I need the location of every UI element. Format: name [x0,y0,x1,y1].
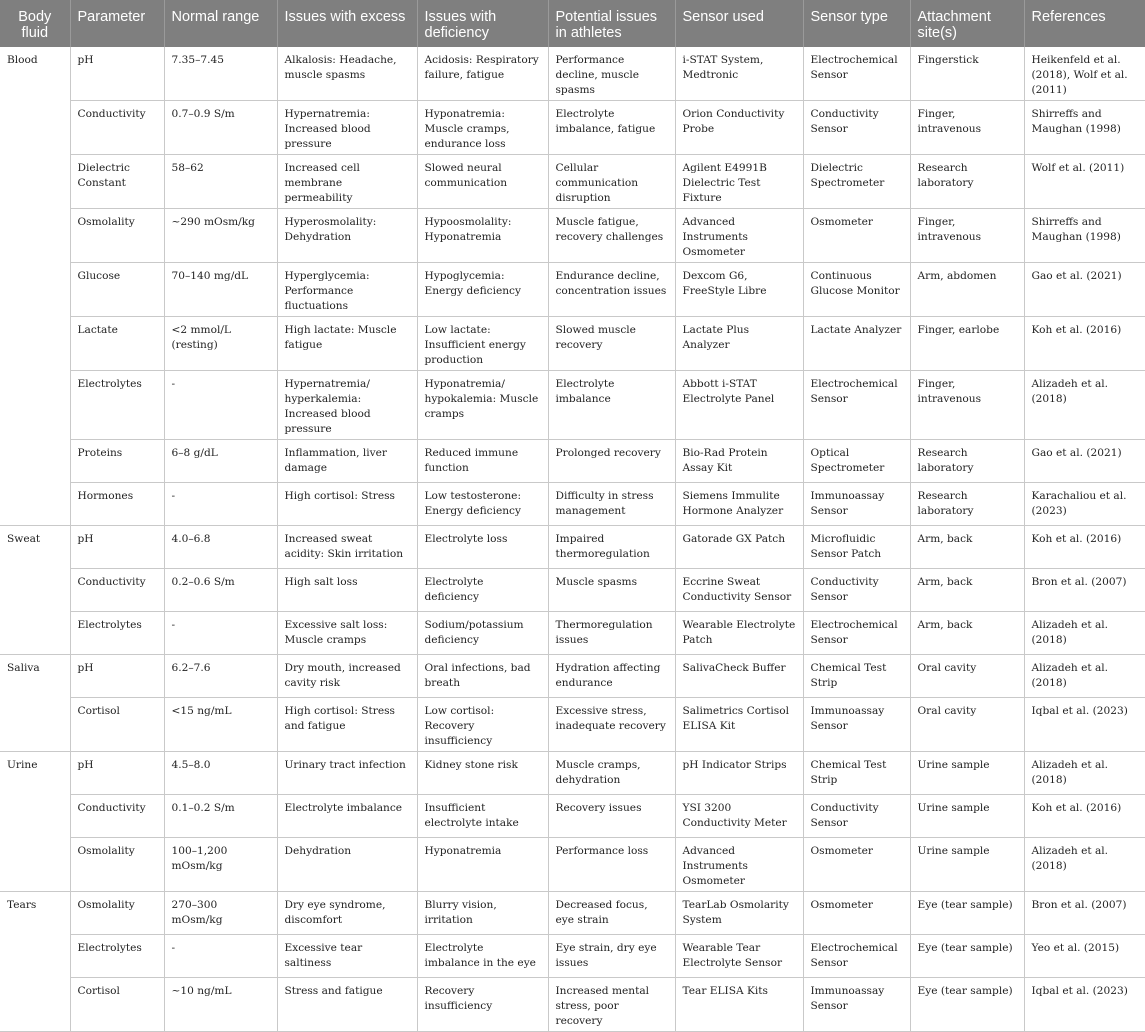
attachment-site-cell: Urine sample [910,752,1024,795]
normal-range-cell: 270–300 mOsm/kg [164,892,277,935]
reference-cell: Alizadeh et al. (2018) [1024,655,1145,698]
potential-issues-cell: Performance loss [548,838,675,892]
issues-deficiency-cell: Hyponatremia: Muscle cramps, endurance loss [417,101,548,155]
sensor-type-cell: Electrochemical Sensor [803,612,910,655]
header-sensor-type: Sensor type [803,0,910,47]
issues-deficiency-cell: Low cortisol: Recovery insufficiency [417,698,548,752]
table-header-row [0,0,1145,47]
attachment-site-cell: Finger, earlobe [910,317,1024,371]
attachment-site-cell: Finger, intravenous [910,209,1024,263]
normal-range-cell: - [164,612,277,655]
sensor-type-cell: Lactate Analyzer [803,317,910,371]
parameter-cell: Osmolality [70,892,164,935]
issues-excess-cell: Inflammation, liver damage [277,440,417,483]
issues-excess-cell: Alkalosis: Headache, muscle spasms [277,47,417,101]
potential-issues-cell: Difficulty in stress management [548,483,675,526]
sensor-used-cell: Advanced Instruments Osmometer [675,209,803,263]
attachment-site-cell: Oral cavity [910,655,1024,698]
normal-range-cell: 0.2–0.6 S/m [164,569,277,612]
sensor-used-cell: Bio-Rad Protein Assay Kit [675,440,803,483]
parameter-cell: pH [70,47,164,101]
sensor-type-cell: Immunoassay Sensor [803,483,910,526]
attachment-site-cell: Research laboratory [910,440,1024,483]
sensor-used-cell: Dexcom G6, FreeStyle Libre [675,263,803,317]
reference-cell: Koh et al. (2016) [1024,526,1145,569]
sensor-used-cell: TearLab Osmolarity System [675,892,803,935]
issues-deficiency-cell: Hyponatremia/ hypokalemia: Muscle cramps [417,371,548,440]
normal-range-cell: - [164,371,277,440]
table-row [0,209,1145,263]
attachment-site-cell: Eye (tear sample) [910,978,1024,1032]
parameter-cell: Cortisol [70,698,164,752]
issues-excess-cell: Hypernatremia: Increased blood pressure [277,101,417,155]
header-normal-range: Normal range [164,0,277,47]
reference-cell: Gao et al. (2021) [1024,263,1145,317]
normal-range-cell: 100–1,200 mOsm/kg [164,838,277,892]
header-issues-excess: Issues with excess [277,0,417,47]
sensor-used-cell: YSI 3200 Conductivity Meter [675,795,803,838]
issues-deficiency-cell: Low testosterone: Energy deficiency [417,483,548,526]
reference-cell: Shirreffs and Maughan (1998) [1024,209,1145,263]
normal-range-cell: 0.1–0.2 S/m [164,795,277,838]
normal-range-cell: <15 ng/mL [164,698,277,752]
attachment-site-cell: Oral cavity [910,698,1024,752]
attachment-site-cell: Arm, back [910,569,1024,612]
table-row [0,838,1145,892]
sensor-type-cell: Osmometer [803,838,910,892]
sensor-type-cell: Conductivity Sensor [803,569,910,612]
normal-range-cell: 70–140 mg/dL [164,263,277,317]
potential-issues-cell: Impaired thermoregulation [548,526,675,569]
issues-deficiency-cell: Low lactate: Insufficient energy production [417,317,548,371]
issues-deficiency-cell: Slowed neural communication [417,155,548,209]
sensor-type-cell: Optical Spectrometer [803,440,910,483]
issues-deficiency-cell: Hyponatremia [417,838,548,892]
issues-excess-cell: Increased cell membrane permeability [277,155,417,209]
issues-deficiency-cell: Insufficient electrolyte intake [417,795,548,838]
sensor-type-cell: Conductivity Sensor [803,101,910,155]
body-fluid-cell: Urine [0,752,70,892]
header-issues-deficiency: Issues with deficiency [417,0,548,47]
attachment-site-cell: Finger, intravenous [910,371,1024,440]
potential-issues-cell: Endurance decline, concentration issues [548,263,675,317]
parameter-cell: Dielectric Constant [70,155,164,209]
issues-excess-cell: Hyperglycemia: Performance fluctuations [277,263,417,317]
parameter-cell: Osmolality [70,209,164,263]
issues-deficiency-cell: Electrolyte deficiency [417,569,548,612]
table-row [0,752,1145,795]
header-attachment-site: Attachment site(s) [910,0,1024,47]
normal-range-cell: 6–8 g/dL [164,440,277,483]
potential-issues-cell: Decreased focus, eye strain [548,892,675,935]
table-row [0,795,1145,838]
issues-excess-cell: Electrolyte imbalance [277,795,417,838]
sensor-type-cell: Continuous Glucose Monitor [803,263,910,317]
attachment-site-cell: Research laboratory [910,155,1024,209]
reference-cell: Bron et al. (2007) [1024,892,1145,935]
reference-cell: Alizadeh et al. (2018) [1024,752,1145,795]
sensor-type-cell: Electrochemical Sensor [803,371,910,440]
table-row [0,569,1145,612]
issues-excess-cell: High cortisol: Stress [277,483,417,526]
reference-cell: Koh et al. (2016) [1024,795,1145,838]
reference-cell: Iqbal et al. (2023) [1024,978,1145,1032]
reference-cell: Alizadeh et al. (2018) [1024,838,1145,892]
sensor-used-cell: Siemens Immulite Hormone Analyzer [675,483,803,526]
sensor-type-cell: Dielectric Spectrometer [803,155,910,209]
issues-deficiency-cell: Kidney stone risk [417,752,548,795]
sensor-used-cell: Orion Conductivity Probe [675,101,803,155]
parameter-cell: Electrolytes [70,935,164,978]
sensor-type-cell: Osmometer [803,209,910,263]
normal-range-cell: - [164,483,277,526]
issues-deficiency-cell: Blurry vision, irritation [417,892,548,935]
issues-deficiency-cell: Sodium/potassium deficiency [417,612,548,655]
parameter-cell: Hormones [70,483,164,526]
table-row [0,317,1145,371]
parameter-cell: pH [70,526,164,569]
parameter-cell: Osmolality [70,838,164,892]
issues-excess-cell: High lactate: Muscle fatigue [277,317,417,371]
table-row [0,47,1145,101]
sensor-type-cell: Conductivity Sensor [803,795,910,838]
reference-cell: Wolf et al. (2011) [1024,155,1145,209]
attachment-site-cell: Arm, back [910,526,1024,569]
normal-range-cell: ~290 mOsm/kg [164,209,277,263]
table-row [0,483,1145,526]
potential-issues-cell: Cellular communication disruption [548,155,675,209]
reference-cell: Alizadeh et al. (2018) [1024,612,1145,655]
table-body [0,47,1145,1032]
potential-issues-cell: Muscle fatigue, recovery challenges [548,209,675,263]
sensor-used-cell: Wearable Electrolyte Patch [675,612,803,655]
sensor-type-cell: Electrochemical Sensor [803,935,910,978]
sensor-used-cell: SalivaCheck Buffer [675,655,803,698]
attachment-site-cell: Arm, back [910,612,1024,655]
table-row [0,978,1145,1032]
issues-deficiency-cell: Reduced immune function [417,440,548,483]
table-row [0,371,1145,440]
table-row [0,612,1145,655]
body-fluid-cell: Tears [0,892,70,1032]
sensor-used-cell: Tear ELISA Kits [675,978,803,1032]
attachment-site-cell: Urine sample [910,838,1024,892]
issues-excess-cell: Dehydration [277,838,417,892]
sensor-used-cell: Advanced Instruments Osmometer [675,838,803,892]
sensor-used-cell: Lactate Plus Analyzer [675,317,803,371]
attachment-site-cell: Finger, intravenous [910,101,1024,155]
issues-excess-cell: High salt loss [277,569,417,612]
sensor-type-cell: Immunoassay Sensor [803,978,910,1032]
issues-deficiency-cell: Hypoglycemia: Energy deficiency [417,263,548,317]
parameter-cell: Glucose [70,263,164,317]
potential-issues-cell: Performance decline, muscle spasms [548,47,675,101]
sensor-used-cell: i-STAT System, Medtronic [675,47,803,101]
table-row [0,440,1145,483]
parameter-cell: Conductivity [70,101,164,155]
attachment-site-cell: Urine sample [910,795,1024,838]
sensor-type-cell: Chemical Test Strip [803,655,910,698]
sensor-type-cell: Chemical Test Strip [803,752,910,795]
sensor-type-cell: Immunoassay Sensor [803,698,910,752]
parameter-cell: Cortisol [70,978,164,1032]
sensor-used-cell: Eccrine Sweat Conductivity Sensor [675,569,803,612]
normal-range-cell: ~10 ng/mL [164,978,277,1032]
attachment-site-cell: Eye (tear sample) [910,892,1024,935]
attachment-site-cell: Eye (tear sample) [910,935,1024,978]
header-parameter: Parameter [70,0,164,47]
table-row [0,263,1145,317]
body-fluid-cell: Blood [0,47,70,526]
parameter-cell: Lactate [70,317,164,371]
normal-range-cell: 58–62 [164,155,277,209]
parameter-cell: Conductivity [70,795,164,838]
table-row [0,698,1145,752]
issues-deficiency-cell: Hypoosmolality: Hyponatremia [417,209,548,263]
table-row [0,526,1145,569]
table-row [0,892,1145,935]
normal-range-cell: - [164,935,277,978]
attachment-site-cell: Arm, abdomen [910,263,1024,317]
potential-issues-cell: Excessive stress, inadequate recovery [548,698,675,752]
issues-excess-cell: High cortisol: Stress and fatigue [277,698,417,752]
attachment-site-cell: Fingerstick [910,47,1024,101]
attachment-site-cell: Research laboratory [910,483,1024,526]
sensor-type-cell: Electrochemical Sensor [803,47,910,101]
potential-issues-cell: Electrolyte imbalance, fatigue [548,101,675,155]
parameter-cell: Proteins [70,440,164,483]
issues-excess-cell: Hypernatremia/ hyperkalemia: Increased blood pressure [277,371,417,440]
normal-range-cell: 6.2–7.6 [164,655,277,698]
body-fluid-cell: Saliva [0,655,70,752]
parameter-cell: Conductivity [70,569,164,612]
potential-issues-cell: Thermoregulation issues [548,612,675,655]
header-body-fluid: Body fluid [0,0,70,47]
parameter-cell: Electrolytes [70,371,164,440]
sensor-used-cell: Wearable Tear Electrolyte Sensor [675,935,803,978]
normal-range-cell: 0.7–0.9 S/m [164,101,277,155]
issues-excess-cell: Urinary tract infection [277,752,417,795]
potential-issues-cell: Increased mental stress, poor recovery [548,978,675,1032]
header-references: References [1024,0,1145,47]
issues-deficiency-cell: Electrolyte loss [417,526,548,569]
potential-issues-cell: Muscle cramps, dehydration [548,752,675,795]
table-row [0,655,1145,698]
issues-deficiency-cell: Recovery insufficiency [417,978,548,1032]
parameter-cell: pH [70,655,164,698]
potential-issues-cell: Slowed muscle recovery [548,317,675,371]
issues-excess-cell: Stress and fatigue [277,978,417,1032]
reference-cell: Yeo et al. (2015) [1024,935,1145,978]
potential-issues-cell: Eye strain, dry eye issues [548,935,675,978]
issues-excess-cell: Dry mouth, increased cavity risk [277,655,417,698]
reference-cell: Karachaliou et al. (2023) [1024,483,1145,526]
issues-deficiency-cell: Electrolyte imbalance in the eye [417,935,548,978]
issues-excess-cell: Excessive tear saltiness [277,935,417,978]
sensor-used-cell: Gatorade GX Patch [675,526,803,569]
issues-excess-cell: Dry eye syndrome, discomfort [277,892,417,935]
potential-issues-cell: Electrolyte imbalance [548,371,675,440]
header-potential-issues: Potential issues in athletes [548,0,675,47]
sensor-used-cell: Salimetrics Cortisol ELISA Kit [675,698,803,752]
potential-issues-cell: Hydration affecting endurance [548,655,675,698]
parameter-cell: Electrolytes [70,612,164,655]
sensor-used-cell: pH Indicator Strips [675,752,803,795]
reference-cell: Bron et al. (2007) [1024,569,1145,612]
table-row [0,101,1145,155]
issues-deficiency-cell: Oral infections, bad breath [417,655,548,698]
reference-cell: Heikenfeld et al. (2018), Wolf et al. (2011) [1024,47,1145,101]
body-fluid-cell: Sweat [0,526,70,655]
normal-range-cell: 4.5–8.0 [164,752,277,795]
reference-cell: Gao et al. (2021) [1024,440,1145,483]
sensor-type-cell: Microfluidic Sensor Patch [803,526,910,569]
potential-issues-cell: Prolonged recovery [548,440,675,483]
parameter-cell: pH [70,752,164,795]
reference-cell: Iqbal et al. (2023) [1024,698,1145,752]
issues-excess-cell: Increased sweat acidity: Skin irritation [277,526,417,569]
sensor-used-cell: Agilent E4991B Dielectric Test Fixture [675,155,803,209]
normal-range-cell: 7.35–7.45 [164,47,277,101]
reference-cell: Koh et al. (2016) [1024,317,1145,371]
reference-cell: Shirreffs and Maughan (1998) [1024,101,1145,155]
table-row [0,935,1145,978]
header-sensor-used: Sensor used [675,0,803,47]
issues-excess-cell: Excessive salt loss: Muscle cramps [277,612,417,655]
sensor-used-cell: Abbott i-STAT Electrolyte Panel [675,371,803,440]
potential-issues-cell: Recovery issues [548,795,675,838]
issues-deficiency-cell: Acidosis: Respiratory failure, fatigue [417,47,548,101]
potential-issues-cell: Muscle spasms [548,569,675,612]
table-row [0,155,1145,209]
normal-range-cell: 4.0–6.8 [164,526,277,569]
normal-range-cell: <2 mmol/L (resting) [164,317,277,371]
sensor-type-cell: Osmometer [803,892,910,935]
issues-excess-cell: Hyperosmolality: Dehydration [277,209,417,263]
reference-cell: Alizadeh et al. (2018) [1024,371,1145,440]
